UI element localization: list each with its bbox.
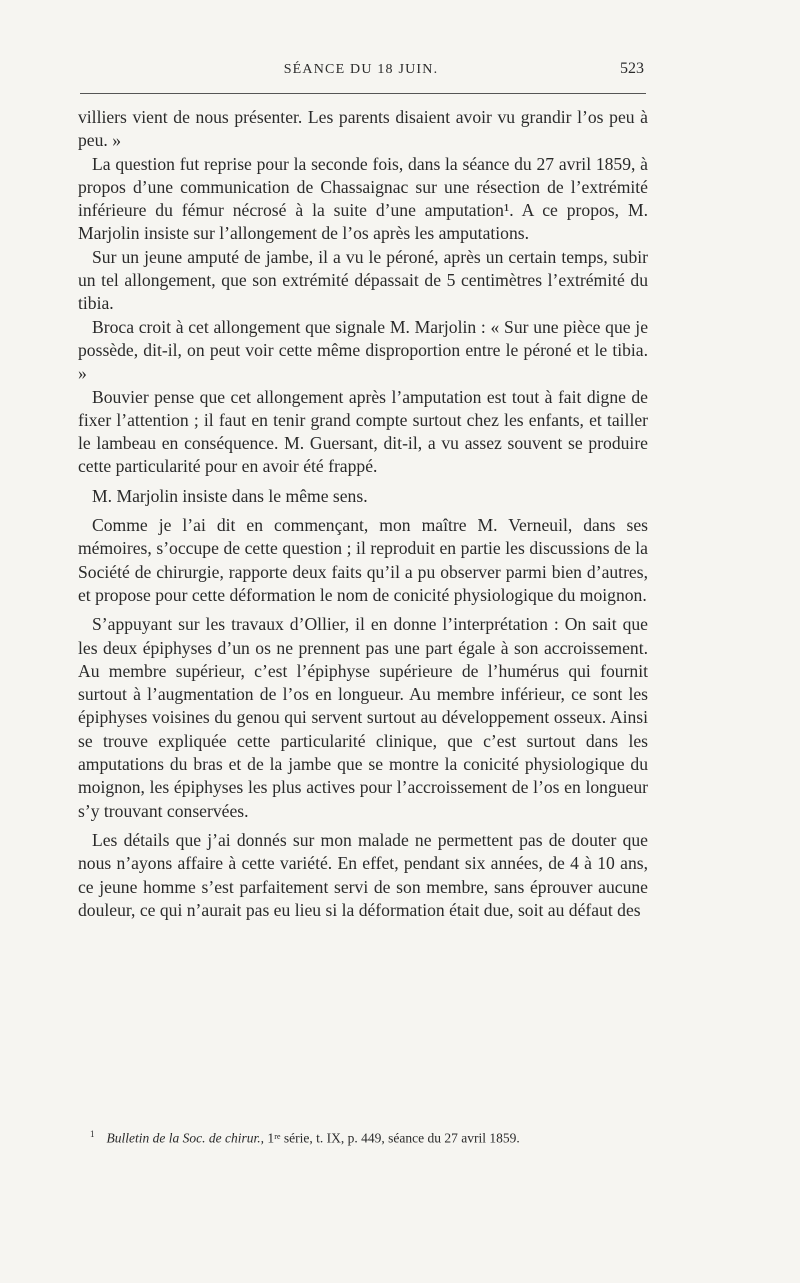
body-text: [78, 106, 648, 922]
paragraph: Bouvier pense que cet allongement après l’amputation est tout à fait digne de fixer l’attention ; il faut en tenir grand compte surtout chez les enfants, et tailler le lambeau en conséquence. M. Guersant, dit-il, a vu assez souvent se produire cette particularité pour en avoir été frappé.: [78, 386, 648, 477]
running-title: SÉANCE DU 18 JUIN.: [283, 62, 439, 77]
paragraph-continuation: villiers vient de nous présenter. Les parents disaient avoir vu grandir l’os peu à peu. »: [78, 107, 648, 151]
footnote-source-title: Bulletin de la Soc. de chirur.,: [106, 1130, 264, 1146]
paragraph: Les détails que j’ai donnés sur mon malade ne permettent pas de douter que nous n’ayons affaire à cette variété. En effet, pendant six années, de 4 à 10 ans, ce jeune homme s’est parfaitement servi de son membre, sans éprouver aucune douleur, ce qui n’aurait pas eu lieu si la déformation était due, soit au défaut des: [78, 829, 648, 920]
paragraph: Broca croit à cet allongement que signale M. Marjolin : « Sur une pièce que je possède, dit-il, on peut voir cette même disproportion entre le péroné et le tibia. »: [78, 316, 648, 384]
paragraph: M. Marjolin insiste dans le même sens.: [92, 485, 368, 506]
footnote: [78, 1125, 648, 1148]
paragraph: S’appuyant sur les travaux d’Ollier, il en donne l’interprétation : On sait que les deux épiphyses d’un os ne prennent pas une part égale à son accroissement. Au membre supérieur, c’est l’épiphyse supérieure de l’humérus qui fournit surtout à l’augmentation de l’os en longueur. Au membre inférieur, ce sont les épiphyses voisines du genou qui servent surtout au développement osseux. Ainsi se trouve expliquée cette particularité clinique, que c’est surtout dans les amputations du bras et de la jambe que se montre la conicité physiologique du moignon, les épiphyses les plus actives pour l’accroissement de l’os en longueur s’y trouvant conservées.: [78, 614, 648, 821]
footnote-details: 1ʳᵉ série, t. IX, p. 449, séance du 27 avril 1859.: [263, 1130, 520, 1146]
page-number: 523: [620, 60, 644, 77]
paragraph: Comme je l’ai dit en commençant, mon maître M. Verneuil, dans ses mémoires, s’occupe de cette question ; il reproduit en partie les discussions de la Société de chirurgie, rapporte deux faits qu’il a pu observer parmi bien d’autres, et propose pour cette déformation le nom de conicité physiologique du moignon.: [78, 515, 648, 605]
paragraph: Sur un jeune amputé de jambe, il a vu le péroné, après un certain temps, subir un tel allongement, que son extrémité dépassait de 5 centimètres l’extrémité du tibia.: [78, 246, 648, 314]
paragraph: La question fut reprise pour la seconde fois, dans la séance du 27 avril 1859, à propos d’une communication de Chassaignac sur une résection de l’extrémité inférieure du fémur nécrosé à la suite d’une amputation¹. A ce propos, M. Marjolin insiste sur l’allongement de l’os après les amputations.: [78, 153, 648, 244]
header-rule: [80, 93, 646, 94]
footnote-mark: 1: [90, 1129, 95, 1139]
running-head: [78, 58, 644, 88]
